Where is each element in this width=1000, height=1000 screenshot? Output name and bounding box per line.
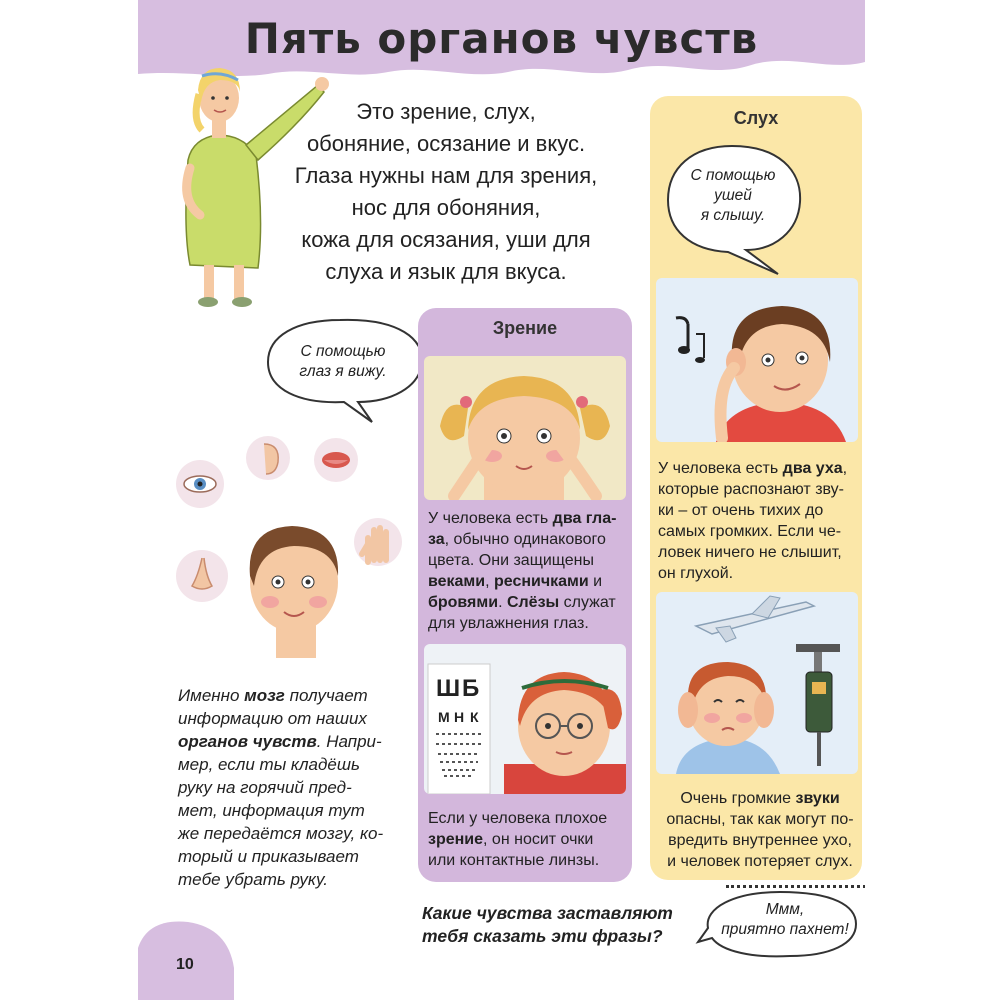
brain-line: тебе убрать руку.	[178, 870, 329, 889]
book-page	[138, 0, 865, 1000]
text-line: цвета. Они защищены	[428, 552, 595, 569]
question-line: Какие чувства заставляют	[422, 903, 673, 923]
brain-line: мет, информация тут	[178, 801, 365, 820]
sight-panel	[418, 308, 632, 882]
text-line	[428, 592, 628, 613]
eye-chart-letter: Н	[454, 709, 465, 725]
page-title: Пять органов чувств	[244, 14, 759, 63]
bubble-line: С помощью	[690, 167, 776, 184]
smell-bubble-text	[710, 900, 860, 940]
intro-line: Глаза нужны нам для зрения,	[294, 163, 598, 188]
brain-line	[178, 730, 408, 753]
text-span: Именно	[178, 686, 245, 705]
bold-span: два уха	[782, 460, 843, 477]
intro-line: слуха и язык для вкуса.	[325, 259, 567, 284]
brain-line: торый и приказывает	[178, 847, 359, 866]
text-line	[428, 571, 628, 592]
bold-span: бровями	[428, 594, 499, 611]
eye-chart-letter: К	[470, 709, 479, 725]
text-line: самых громких. Если че-	[658, 523, 842, 540]
brain-line: информацию от наших	[178, 709, 367, 728]
brain-line: руку на горячий пред-	[178, 778, 352, 797]
text-span: ,	[842, 460, 848, 477]
text-span: получает	[284, 686, 368, 705]
bubble-line: ушей	[714, 187, 752, 204]
bold-span: мозг	[244, 686, 285, 705]
text-span: .	[498, 594, 507, 611]
text-line	[428, 529, 628, 550]
bold-span: органов чувств	[178, 732, 317, 751]
sight-scene-girl	[424, 356, 626, 500]
sight-paragraph-2	[428, 808, 628, 871]
text-line: и человек потеряет слух.	[667, 853, 853, 870]
bold-span: Слёзы	[506, 594, 560, 611]
bold-span: за	[428, 531, 445, 548]
hearing-paragraph-1	[658, 458, 862, 584]
question-line: тебя сказать эти фразы?	[422, 926, 663, 946]
text-span: Очень громкие	[680, 790, 796, 807]
text-span: У человека есть	[428, 510, 553, 527]
sight-panel-title: Зрение	[492, 318, 558, 338]
bold-span: зрение	[428, 831, 484, 848]
text-line: или контактные линзы.	[428, 852, 600, 869]
text-line: которые распознают зву-	[658, 481, 844, 498]
text-line: вредить внутреннее ухо,	[668, 832, 852, 849]
sight-scene-glasses	[424, 644, 626, 794]
bold-span: два гла-	[552, 510, 617, 527]
intro-line: нос для обоняния,	[351, 195, 541, 220]
question-text	[422, 902, 712, 948]
text-line	[428, 829, 628, 850]
bubble-line: С помощью	[300, 343, 386, 360]
text-line	[428, 508, 628, 529]
text-span: ,	[485, 573, 494, 590]
hearing-panel-title: Слух	[733, 108, 779, 128]
intro-line: кожа для осязания, уши для	[301, 227, 591, 252]
sight-paragraph-1	[428, 508, 628, 634]
sight-bubble-text	[268, 342, 418, 382]
bubble-line: глаз я вижу.	[299, 363, 387, 380]
text-span: служат	[559, 594, 616, 611]
text-line: он глухой.	[658, 565, 734, 582]
page-number: 10	[176, 956, 194, 973]
bubble-line: приятно пахнет!	[721, 921, 849, 938]
text-line	[658, 788, 862, 809]
bubble-line: Ммм,	[765, 901, 805, 918]
text-span: У человека есть	[658, 460, 783, 477]
hearing-panel	[650, 96, 862, 880]
intro-line: Это зрение, слух,	[356, 99, 536, 124]
bubble-line: я слышу.	[700, 207, 766, 224]
intro-line: обоняние, осязание и вкус.	[306, 131, 586, 156]
bold-span: ресничками	[494, 573, 589, 590]
bold-span: веками	[428, 573, 486, 590]
brain-line: же передаётся мозгу, ко-	[178, 824, 384, 843]
text-line	[658, 458, 862, 479]
text-span: и	[588, 573, 603, 590]
text-span: , он носит очки	[483, 831, 594, 848]
sense-organs-illustration	[172, 436, 412, 666]
brain-line: мер, если ты кладёшь	[178, 755, 360, 774]
hearing-bubble-text	[668, 166, 798, 226]
text-line: Если у человека плохое	[428, 810, 608, 827]
text-line: ловек ничего не слышит,	[658, 544, 842, 561]
brain-line	[178, 684, 408, 707]
eye-chart-letter: М	[438, 709, 450, 725]
bold-span: звуки	[795, 790, 840, 807]
text-line: опасны, так как могут по-	[666, 811, 854, 828]
hearing-paragraph-2	[658, 788, 862, 872]
text-line: ки – от очень тихих до	[658, 502, 824, 519]
text-span: . Напри-	[316, 732, 382, 751]
text-line: для увлажнения глаз.	[428, 615, 589, 632]
brain-paragraph	[178, 684, 408, 891]
text-span: , обычно одинакового	[444, 531, 606, 548]
hearing-scene-noise	[656, 592, 858, 774]
hearing-scene-boy	[656, 278, 858, 442]
eye-chart-letter: Б	[462, 675, 480, 702]
eye-chart-letter: Ш	[436, 675, 461, 702]
intro-text	[286, 96, 606, 288]
